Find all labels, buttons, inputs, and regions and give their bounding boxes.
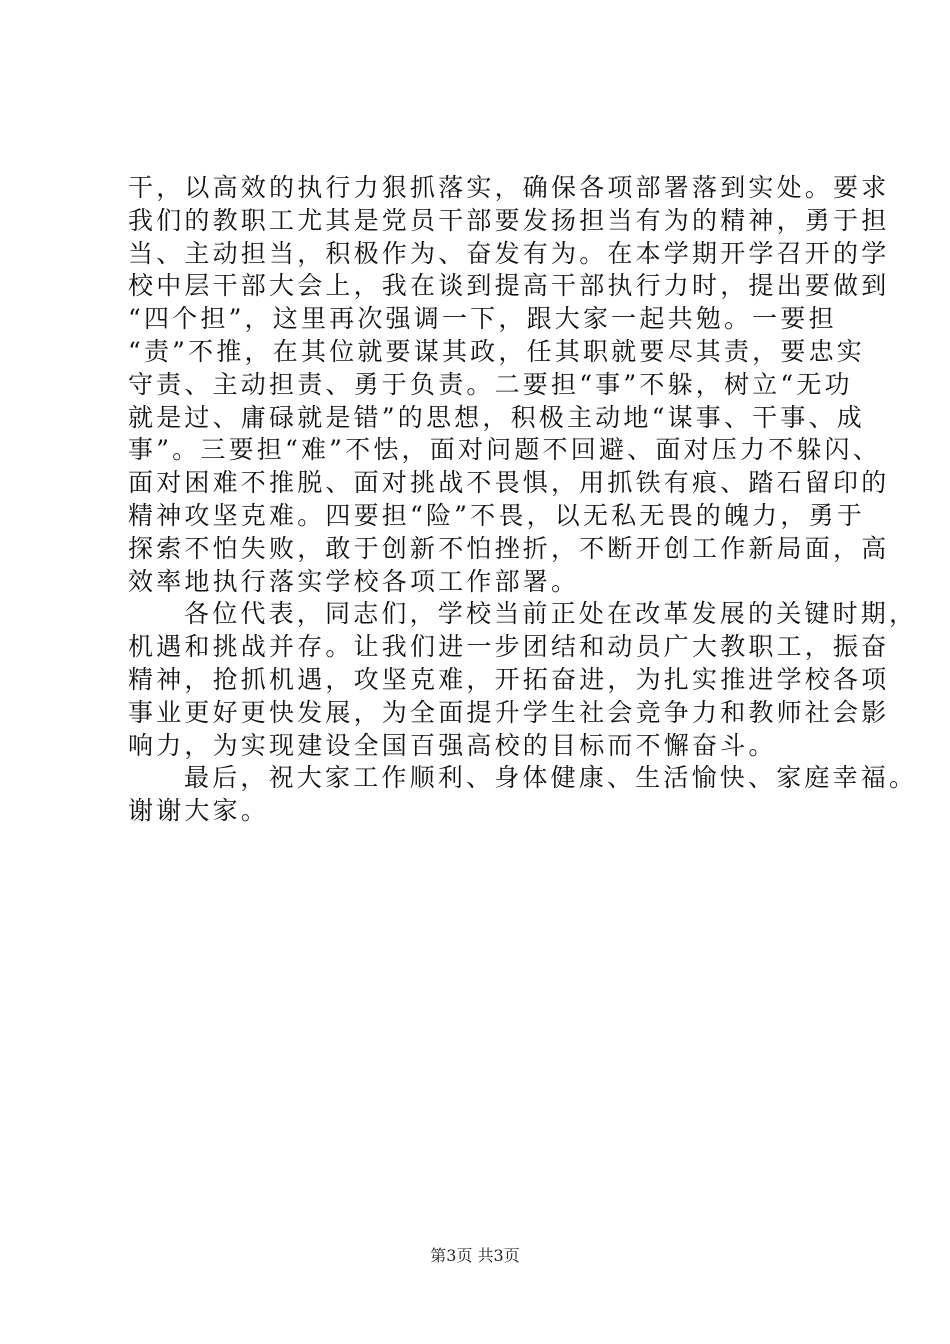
paragraph-3: [128, 762, 918, 828]
paragraph-2: [128, 598, 918, 762]
paragraph-1: [128, 172, 890, 598]
text-line: 事业更好更快发展，为全面提升学生社会竞争力和教师社会影: [128, 697, 890, 727]
text-line: 干，以高效的执行力狠抓落实，确保各项部署落到实处。要求: [128, 173, 890, 202]
body-text: [128, 172, 918, 828]
text-line: “四个担”，这里再次强调一下，跟大家一起共勉。一要担: [128, 304, 837, 334]
text-line: “责”不推，在其位就要谋其政，任其职就要尽其责，要忠实: [128, 336, 865, 366]
text-line: 精神，抢抓机遇，攻坚克难，开拓奋进，为扎实推进学校各项: [128, 664, 890, 694]
text-line: 各位代表，同志们，学校当前正处在改革发展的关键时期，: [184, 599, 918, 629]
text-line: 效率地执行落实学校各项工作部署。: [128, 566, 580, 596]
page-number-footer: 第3页 共3页: [430, 1246, 520, 1265]
text-line: 校中层干部大会上，我在谈到提高干部执行力时，提出要做到: [128, 271, 890, 301]
text-line: 守责、主动担责、勇于负责。二要担“事”不躲，树立“无功: [128, 369, 853, 399]
text-line: 当、主动担当，积极作为、奋发有为。在本学期开学召开的学: [128, 238, 890, 268]
text-line: 最后，祝大家工作顺利、身体健康、生活愉快、家庭幸福。: [184, 763, 918, 793]
text-line: 精神攻坚克难。四要担“险”不畏，以无私无畏的魄力，勇于: [128, 500, 865, 530]
text-line: 响力，为实现建设全国百强高校的目标而不懈奋斗。: [128, 730, 777, 760]
text-line: 面对困难不推脱、面对挑战不畏惧，用抓铁有痕、踏石留印的: [128, 468, 890, 498]
text-line: 我们的教职工尤其是党员干部要发扬担当有为的精神，勇于担: [128, 205, 890, 235]
text-line: 探索不怕失败，敢于创新不怕挫折，不断开创工作新局面，高: [128, 533, 890, 563]
text-line: 机遇和挑战并存。让我们进一步团结和动员广大教职工，振奋: [128, 632, 890, 662]
text-line: 事”。三要担“难”不怯，面对问题不回避、面对压力不躲闪、: [128, 435, 881, 465]
text-line: 就是过、庸碌就是错”的思想，积极主动地“谋事、干事、成: [128, 402, 865, 432]
text-line: 谢谢大家。: [128, 796, 270, 826]
